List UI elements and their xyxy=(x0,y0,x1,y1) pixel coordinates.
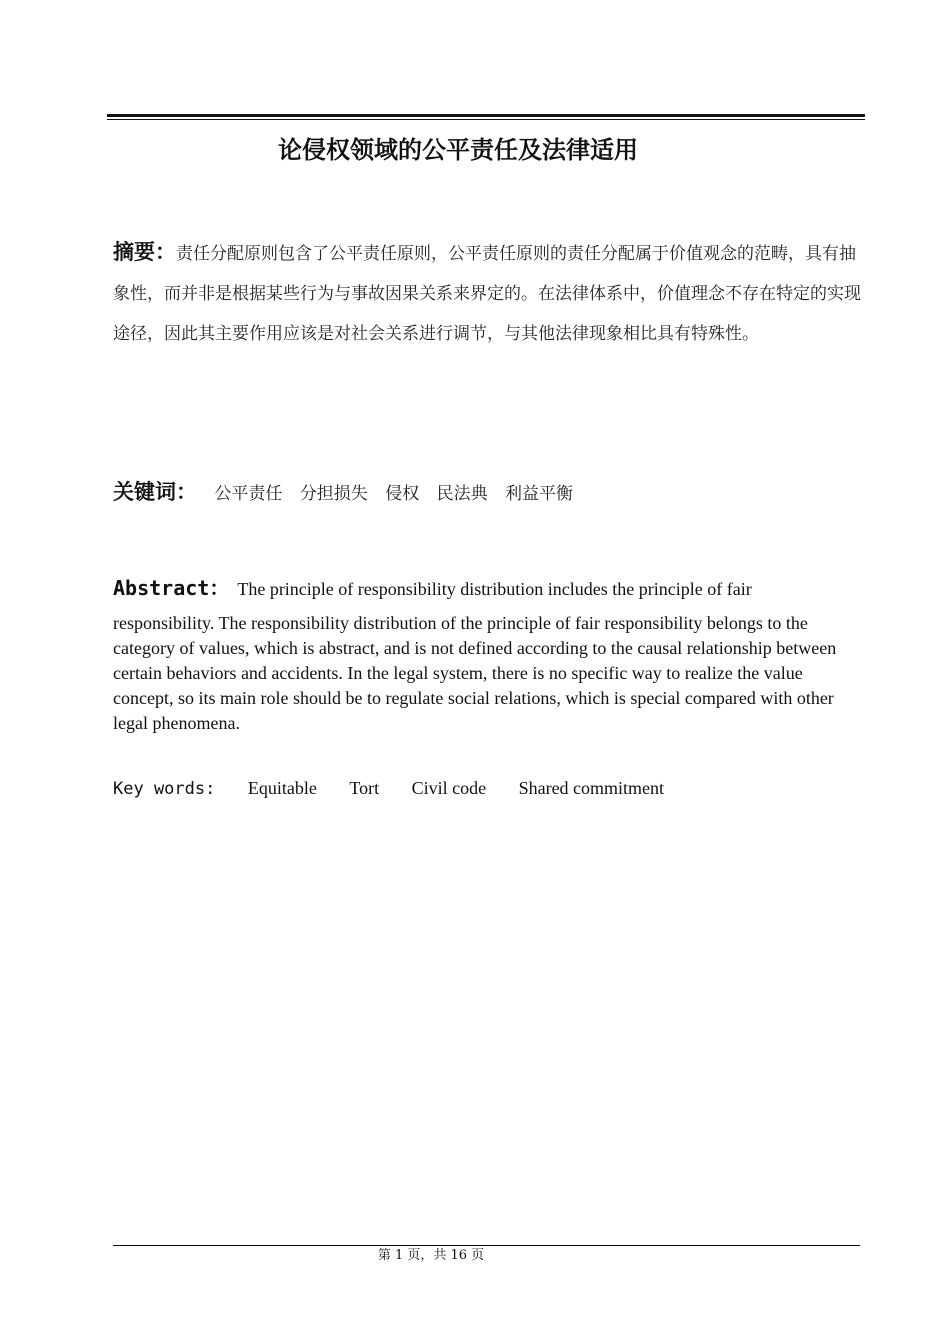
keyword-en-item: Equitable xyxy=(247,778,317,798)
keyword-cn-item: 民法典 xyxy=(436,484,488,504)
keywords-cn xyxy=(113,476,863,510)
abstract-en-label: Abstract： xyxy=(113,576,230,600)
page-title: 论侵权领域的公平责任及法律适用 xyxy=(278,136,638,164)
abstract-cn-text: 责任分配原则包含了公平责任原则，公平责任原则的责任分配属于价值观念的范畴，具有抽象性，而并非是根据某些行为与事故因果关系来界定的。在法律体系中，价值理念不存在特定的实现途径，因此其主要作用应该是对社会关系进行调节，与其他法律现象相比具有特殊性。 xyxy=(113,244,861,344)
keyword-en-item: Civil code xyxy=(411,778,487,798)
keyword-cn-item: 侵权 xyxy=(385,484,420,504)
keyword-en-item: Shared commitment xyxy=(518,778,665,798)
abstract-cn xyxy=(113,232,863,354)
keyword-cn-item: 利益平衡 xyxy=(505,484,574,504)
header-double-rule-thin xyxy=(107,119,865,120)
abstract-en xyxy=(113,576,863,736)
abstract-en-first-line xyxy=(113,576,863,602)
abstract-en-first-text: The principle of responsibility distribution includes the principle of fair xyxy=(237,579,752,599)
keyword-en-item: Tort xyxy=(349,778,380,798)
header-double-rule-thick xyxy=(107,114,865,117)
footer-rule xyxy=(113,1245,860,1246)
keywords-cn-label: 关键词： xyxy=(113,480,197,504)
abstract-cn-label: 摘要： xyxy=(113,240,176,264)
keywords-en xyxy=(113,775,863,802)
keywords-en-label: Key words: xyxy=(113,779,216,799)
page-number-footer: 第 1 页，共 16 页 xyxy=(377,1248,485,1263)
abstract-en-text: responsibility. The responsibility distribution of the principle of fair responsibility belongs to the category of values, which is abstract, and is not defined according to the causal relationship between certain behaviors and accidents. In the legal system, there is no specific way to realize the value concept, so its main role should be to regulate social relations, which is special compared with other legal phenomena. xyxy=(113,613,837,733)
keyword-cn-item: 分担损失 xyxy=(299,484,368,504)
keyword-cn-item: 公平责任 xyxy=(214,484,283,504)
